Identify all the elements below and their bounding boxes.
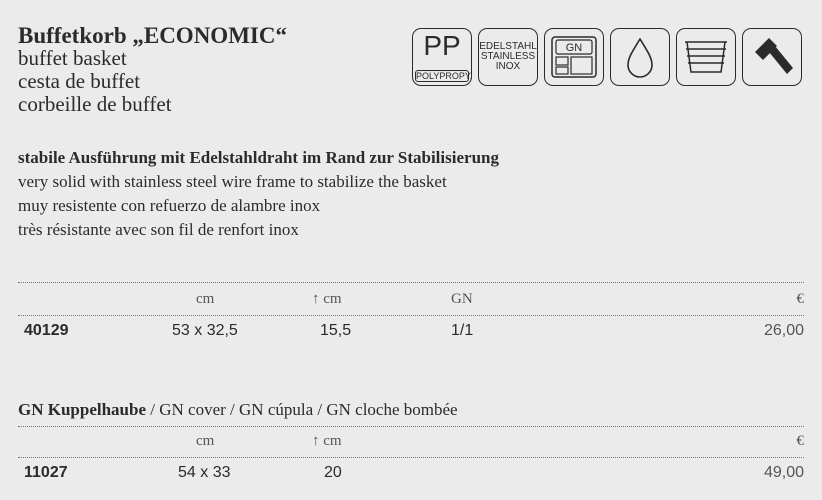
table2-header <box>18 433 804 455</box>
gn-value: 1/1 <box>451 322 474 339</box>
article-number: 40129 <box>24 322 69 339</box>
gastronorm-icon <box>544 28 604 86</box>
stainless-steel-icon: EDELSTAHL STAINLESS INOX <box>478 28 538 86</box>
divider <box>18 457 804 458</box>
size-value: 54 x 33 <box>178 464 231 481</box>
divider <box>18 426 804 427</box>
product-description <box>18 146 499 242</box>
table1-header <box>18 291 804 313</box>
currency-header: € <box>796 291 804 307</box>
dishwasher-safe-drop-icon <box>610 28 670 86</box>
section2-title-bold: GN Kuppelhaube <box>18 400 147 419</box>
description-en: very solid with stainless steel wire frame to stabilize the basket <box>18 172 447 191</box>
product-name-en: buffet basket <box>18 46 127 70</box>
divider <box>18 315 804 316</box>
height-value: 15,5 <box>320 322 352 339</box>
height-header: ↑ cm <box>312 433 342 449</box>
size-value: 53 x 32,5 <box>172 322 238 339</box>
description-de: stabile Ausführung mit Edelstahldraht im Rand zur Stabilisierung <box>18 148 499 167</box>
svg-text:GN: GN <box>565 42 583 54</box>
section2-title <box>18 400 458 420</box>
description-es: muy resistente con refuerzo de alambre inox <box>18 196 321 215</box>
divider <box>18 282 804 283</box>
product-feature-icons <box>412 28 802 86</box>
size-header: cm <box>196 291 215 307</box>
product-title: Buffetkorb „ECONOMIC“ <box>18 23 287 48</box>
height-header: ↑ cm <box>312 291 342 307</box>
article-number: 11027 <box>24 464 68 481</box>
section2-title-rest: / GN cover / GN cúpula / GN cloche bombée <box>146 400 458 419</box>
price-value: 26,00 <box>763 322 804 339</box>
hammer-icon <box>742 28 802 86</box>
currency-header: € <box>796 433 804 449</box>
table-row <box>18 464 804 486</box>
stackable-icon <box>676 28 736 86</box>
polypropylene-icon: PP POLYPROPY. <box>412 28 472 86</box>
price-value: 49,00 <box>763 464 804 481</box>
product-name-es: cesta de buffet <box>18 69 141 93</box>
table-row <box>18 322 804 344</box>
gn-header: GN <box>451 291 473 307</box>
size-header: cm <box>196 433 215 449</box>
product-name-fr: corbeille de buffet <box>18 92 172 116</box>
product-title-block <box>18 24 287 116</box>
description-fr: très résistante avec son fil de renfort inox <box>18 220 299 239</box>
height-value: 20 <box>324 464 342 481</box>
